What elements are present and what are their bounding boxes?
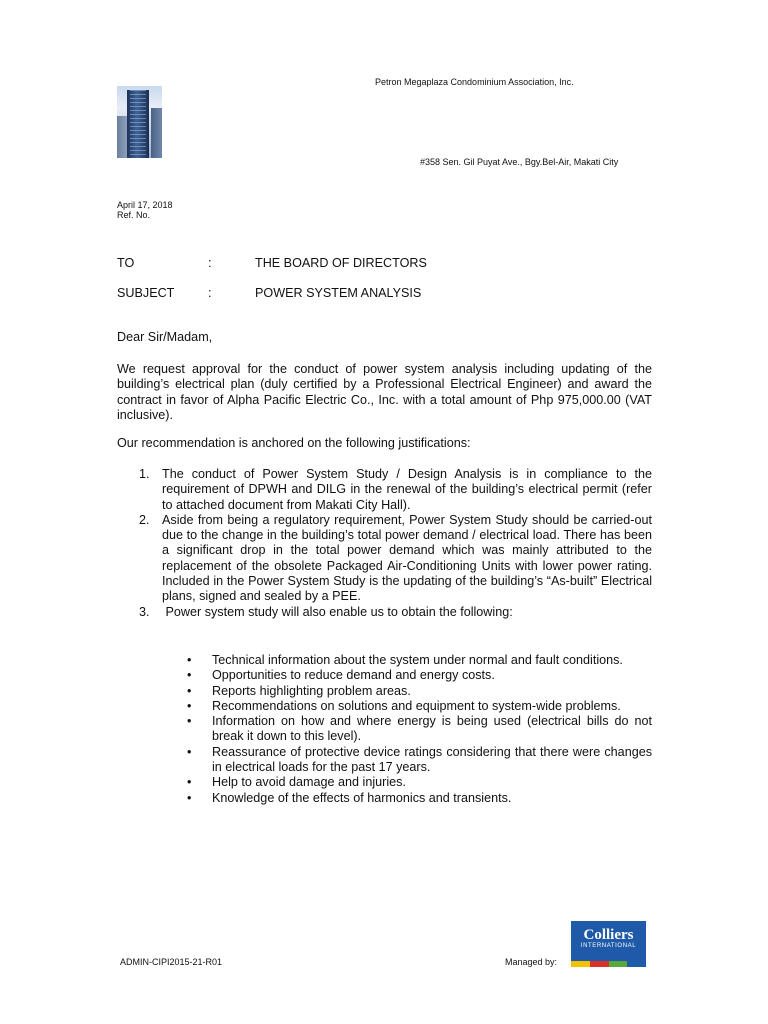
list-text: Opportunities to reduce demand and energy costs. [212, 668, 495, 683]
stripe [590, 961, 609, 967]
colliers-logo [571, 921, 646, 967]
stripe [609, 961, 628, 967]
subject-row [0, 286, 768, 302]
list-text: Reassurance of protective device ratings considering that there were changes in electrical loads for the past 17 years. [212, 744, 652, 775]
to-colon: : [208, 256, 212, 270]
list-item [117, 791, 652, 806]
subject-label: SUBJECT [117, 286, 175, 300]
bullet-icon: • [187, 683, 192, 698]
list-text: Information on how and where energy is being used (electrical bills do not break it down to this level). [212, 714, 652, 744]
list-text: Reports highlighting problem areas. [212, 683, 411, 698]
list-text: Knowledge of the effects of harmonics and transients. [212, 790, 512, 805]
bullet-icon: • [187, 744, 192, 759]
list-text: Power system study will also enable us to obtain the following: [162, 604, 513, 619]
salutation: Dear Sir/Madam, [117, 330, 213, 344]
bullet-icon: • [187, 790, 192, 805]
list-item [117, 513, 652, 605]
subject-value: POWER SYSTEM ANALYSIS [255, 286, 422, 300]
document-code: ADMIN-CIPI2015-21-R01 [120, 957, 223, 967]
letter-date: April 17, 2018 [117, 200, 173, 210]
managed-by-label: Managed by: [505, 957, 558, 967]
brand-name: Colliers [583, 927, 634, 943]
to-label: TO [117, 256, 135, 270]
list-item [117, 775, 652, 790]
list-item [117, 653, 652, 668]
list-item [117, 605, 652, 620]
bullet-icon: • [187, 775, 192, 790]
to-value: THE BOARD OF DIRECTORS [255, 256, 427, 270]
bullet-icon: • [187, 668, 192, 683]
benefits-list [117, 653, 652, 806]
organization-name: Petron Megaplaza Condominium Association, Inc. [375, 77, 574, 87]
list-item [117, 668, 652, 683]
bullet-icon: • [187, 714, 192, 729]
brand-subtitle: INTERNATIONAL [580, 943, 637, 949]
list-text: Technical information about the system under normal and fault conditions. [212, 653, 623, 667]
justification-intro: Our recommendation is anchored on the following justifications: [117, 436, 471, 450]
reference-number: Ref. No. [117, 210, 151, 220]
organization-address: #358 Sen. Gil Puyat Ave., Bgy.Bel-Air, Makati City [420, 157, 619, 167]
list-item [117, 745, 652, 776]
list-number: 3. [139, 604, 150, 619]
list-number: 2. [139, 512, 150, 527]
list-text: The conduct of Power System Study / Design Analysis is in compliance to the requirement of DPWH and DILG in the renewal of the building’s electrical permit (refer to attached document from Makati City Hall). [162, 467, 652, 512]
list-item [117, 467, 652, 513]
list-item [117, 714, 652, 745]
to-row [0, 256, 768, 272]
list-text: Aside from being a regulatory requirement, Power System Study should be carried-out due to the change in the building’s total power demand / electrical load. There has been a significant drop in the total power demand which was mainly attributed to the replacement of the obsolete Packaged Air-Conditioning Units with lower power rating. Included in the Power System Study is the updating of the building’s “As-built” Electrical plans, signed and sealed by a PEE. [162, 512, 652, 604]
list-text: Recommendations on solutions and equipment to system-wide problems. [212, 698, 621, 713]
list-text: Help to avoid damage and injuries. [212, 775, 406, 790]
justification-list [117, 467, 652, 620]
letter-meta [117, 200, 173, 220]
request-paragraph: We request approval for the conduct of power system analysis including updating of the building’s electrical plan (duly certified by a Professional Electrical Engineer) and award the contract in favor of Alpha Pacific Electric Co., Inc. with a total amount of Php 975,000.00 (VAT inclusive). [117, 362, 652, 422]
stripe [627, 961, 646, 967]
building-logo [117, 86, 162, 158]
stripe [571, 961, 590, 967]
bullet-icon: • [187, 653, 192, 667]
subject-colon: : [208, 286, 212, 300]
brand-stripes [571, 961, 646, 967]
list-item [117, 699, 652, 714]
list-item [117, 684, 652, 699]
list-number: 1. [139, 467, 150, 481]
bullet-icon: • [187, 698, 192, 713]
